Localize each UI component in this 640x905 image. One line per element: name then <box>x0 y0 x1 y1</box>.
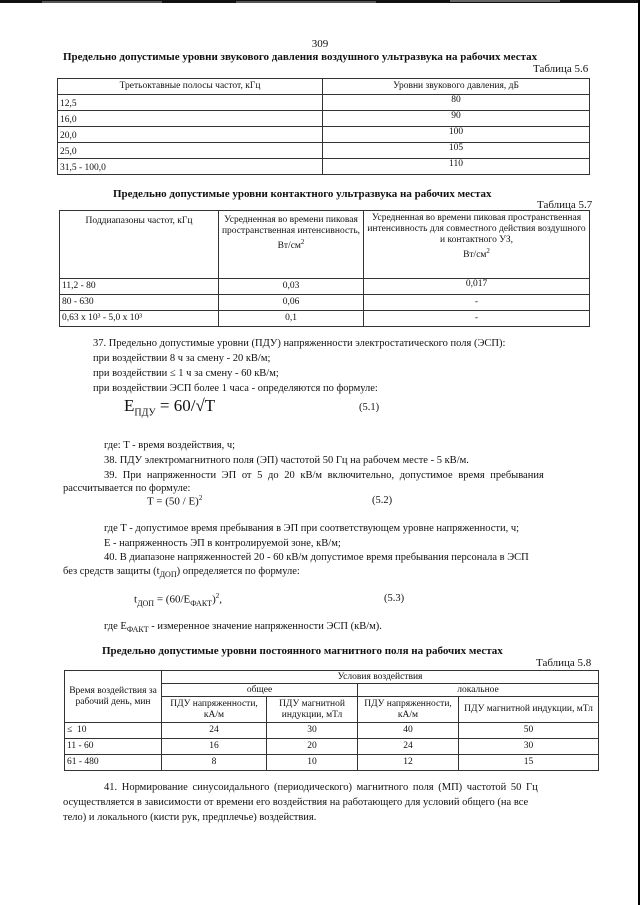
table-header-cell: ПДУ напряженности, кА/м <box>162 697 267 723</box>
paragraph-37-line: при воздействии 8 ч за смену - 20 кВ/м; <box>93 353 271 364</box>
table-5-6-title: Предельно допустимые уровни звукового давления воздушного ультразвука на рабочих местах <box>63 51 538 63</box>
paragraph-37: 37. Предельно допустимые уровни (ПДУ) напряженности электростатического поля (ЭСП): <box>93 338 506 349</box>
table-row: 31,5 - 100,0 110 <box>58 159 590 175</box>
paragraph-39: 39. При напряженности ЭП от 5 до 20 кВ/м включительно, допустимое время пребывания <box>104 470 544 481</box>
table-header-cell: ПДУ напряженности, кА/м <box>358 697 459 723</box>
where-t2-text: где T - допустимое время пребывания в ЭП при соответствующем уровне напряженности, ч; <box>104 523 520 534</box>
table-row: ≤ 10 24 30 40 50 <box>65 723 599 739</box>
table-header-cell: общее <box>162 684 358 697</box>
table-header-cell: Условия воздействия <box>162 671 599 684</box>
paragraph-40-line: без средств защиты $(t_{ДОП})$ определяется по формуле: <box>63 566 300 580</box>
table-row: 20,0 100 <box>58 127 590 143</box>
table-5-7 <box>59 210 590 327</box>
table-header-cell: Время воздействия за рабочий день, мин <box>65 671 162 723</box>
table-row: 11 - 60 16 20 24 30 <box>65 739 599 755</box>
table-5-6-number: Таблица 5.6 <box>533 63 589 75</box>
where-t-text: где: T - время воздействия, ч; <box>104 440 236 451</box>
table-5-7-number: Таблица 5.7 <box>537 199 593 211</box>
paragraph-41-line: тело) и локального (кисти рук, предплечье) воздействия. <box>63 812 317 823</box>
formula-5-3-number: (5.3) <box>384 593 405 604</box>
formula-5-3: $t_{ДОП} = (60/E_{ФАКТ})^2$, <box>134 592 222 608</box>
table-row: 0,63 x 10³ - 5,0 x 10³ 0,1 - <box>60 311 590 327</box>
table-5-7-title: Предельно допустимые уровни контактного ультразвука на рабочих местах <box>113 188 492 200</box>
table-row: 16,0 90 <box>58 111 590 127</box>
table-header-cell: Уровни звукового давления, дБ <box>323 79 590 95</box>
table-5-8-number: Таблица 5.8 <box>536 657 592 669</box>
paragraph-37-line: при воздействии ЭСП более 1 часа - определяются по формуле: <box>93 383 378 394</box>
table-row: 25,0 105 <box>58 143 590 159</box>
table-header-cell: локальное <box>358 684 599 697</box>
page-number: 309 <box>311 38 329 50</box>
table-header-cell: Усредненная во времени пиковая пространственная интенсивность, $Вт/см^2$ <box>219 211 364 279</box>
paragraph-39-line: рассчитывается по формуле: <box>63 483 191 494</box>
paragraph-38: 38. ПДУ электромагнитного поля (ЭП) частотой 50 Гц на рабочем месте - 5 кВ/м. <box>104 455 469 466</box>
formula-5-2-number: (5.2) <box>372 495 393 506</box>
table-row: 12,5 80 <box>58 95 590 111</box>
scan-top-edge <box>0 0 640 3</box>
where-efakt-text: где $E_{ФАКТ}$ - измеренное значение напряженности ЭСП (кВ/м). <box>104 621 382 635</box>
table-5-8 <box>64 670 599 771</box>
table-5-8-title: Предельно допустимые уровни постоянного магнитного поля на рабочих местах <box>102 645 503 657</box>
table-header-cell: Усредненная во времени пиковая пространственная интенсивность для совместного действия воздушного и контактного УЗ, $Вт/см^2$ <box>364 211 590 279</box>
paragraph-40: 40. В диапазоне напряженностей 20 - 60 кВ/м допустимое время пребывания персонала в ЭСП <box>104 552 529 563</box>
where-e-text: E - напряженность ЭП в контролируемой зоне, кВ/м; <box>104 538 341 549</box>
formula-5-2: T = (50 / E)$^2$ <box>147 494 203 508</box>
table-header-cell: Третьоктавные полосы частот, кГц <box>58 79 323 95</box>
table-header-cell: ПДУ магнитной индукции, мТл <box>267 697 358 723</box>
table-5-6 <box>57 78 590 175</box>
table-header-cell: Поддиапазоны частот, кГц <box>60 211 219 279</box>
paragraph-41: 41. Нормирование синусоидального (периодического) магнитного поля (МП) частотой 50 Гц <box>104 782 538 793</box>
table-row: 80 - 630 0,06 - <box>60 295 590 311</box>
table-row: 61 - 480 8 10 12 15 <box>65 755 599 771</box>
table-row: 11,2 - 80 0,03 0,017 <box>60 279 590 295</box>
paragraph-37-line: при воздействии ≤ 1 ч за смену - 60 кВ/м; <box>93 368 279 379</box>
formula-5-1: $E_{ПДУ} = 60/√T$ <box>124 396 216 419</box>
table-header-cell: ПДУ магнитной индукции, мТл <box>459 697 599 723</box>
paragraph-41-line: осуществляется в зависимости от времени его воздействия на работающего для условий общего (на все <box>63 797 529 808</box>
formula-5-1-number: (5.1) <box>359 402 380 413</box>
